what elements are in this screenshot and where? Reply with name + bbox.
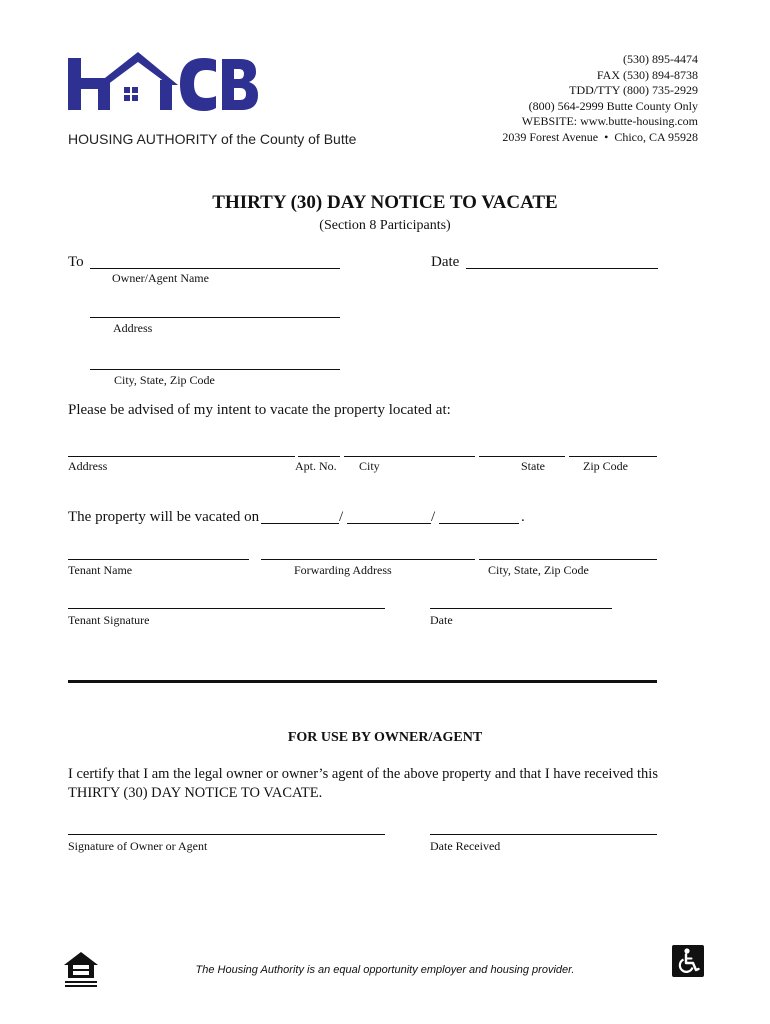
forwarding-address-label: Forwarding Address xyxy=(294,563,392,577)
hacb-logo-graphic xyxy=(66,50,258,114)
vacate-day-field[interactable] xyxy=(347,523,431,524)
owner-address-field[interactable] xyxy=(90,317,340,318)
document-subtitle: (Section 8 Participants) xyxy=(319,218,451,233)
tenant-name-field[interactable] xyxy=(68,559,249,560)
hacb-logo xyxy=(66,50,258,114)
tenant-date-label: Date xyxy=(430,613,453,627)
certify-text: I certify that I am the legal owner or owner’s agent of the above property and that I have received this THIRTY (30) DAY NOTICE TO VACATE. xyxy=(68,766,658,801)
vacate-month-field[interactable] xyxy=(261,523,339,524)
vacated-period: . xyxy=(521,509,525,525)
vacated-text: The property will be vacated on xyxy=(68,509,260,525)
county-number: (800) 564-2999 Butte County Only xyxy=(528,98,698,113)
owner-section-heading: FOR USE BY OWNER/AGENT xyxy=(287,730,483,745)
date-label: Date xyxy=(431,254,460,270)
tenant-name-label: Tenant Name xyxy=(68,563,133,577)
equal-opportunity-statement: The Housing Authority is an equal opportunity employer and housing provider. xyxy=(195,964,575,976)
property-apt-label: Apt. No. xyxy=(295,459,337,473)
tdd-number: TDD/TTY (800) 735-2929 xyxy=(569,83,698,97)
org-name: HOUSING AUTHORITY of the County of Butte xyxy=(68,131,357,147)
tenant-date-field[interactable] xyxy=(430,608,612,609)
city-address: Chico, CA 95928 xyxy=(614,129,698,144)
property-city-label: City xyxy=(359,459,380,473)
tenant-signature-field[interactable] xyxy=(68,608,385,609)
property-zip-label: Zip Code xyxy=(583,459,628,473)
intent-text: Please be advised of my intent to vacate the property located at: xyxy=(68,402,451,418)
section-divider xyxy=(68,680,657,683)
to-field[interactable] xyxy=(90,268,340,269)
to-label: To xyxy=(68,254,84,270)
owner-signature-label: Signature of Owner or Agent xyxy=(68,839,208,853)
property-apt-field[interactable] xyxy=(298,456,340,457)
date-received-label: Date Received xyxy=(430,839,501,853)
owner-agent-label: Owner/Agent Name xyxy=(112,271,209,285)
document-title: THIRTY (30) DAY NOTICE TO VACATE xyxy=(212,192,558,213)
property-state-label: State xyxy=(521,459,545,473)
property-state-field[interactable] xyxy=(479,456,565,457)
phone-number: (530) 895-4474 xyxy=(623,52,698,66)
fax-number: FAX (530) 894-8738 xyxy=(596,67,698,82)
date-separator-1: / xyxy=(339,509,344,525)
contact-block xyxy=(502,52,698,145)
property-zip-field[interactable] xyxy=(569,456,657,457)
office-address xyxy=(502,130,698,146)
street-address: 2039 Forest Avenue xyxy=(502,129,599,144)
property-address-label: Address xyxy=(68,459,108,473)
wheelchair-accessibility-icon xyxy=(672,945,704,977)
tenant-signature-label: Tenant Signature xyxy=(68,613,150,627)
date-received-field[interactable] xyxy=(430,834,657,835)
owner-signature-field[interactable] xyxy=(68,834,385,835)
vacate-year-field[interactable] xyxy=(439,523,519,524)
date-field[interactable] xyxy=(466,268,658,269)
website: WEBSITE: www.butte-housing.com xyxy=(521,114,698,128)
property-address-field[interactable] xyxy=(68,456,295,457)
forwarding-address-field[interactable] xyxy=(261,559,475,560)
bullet-separator: • xyxy=(604,129,609,144)
property-city-field[interactable] xyxy=(344,456,475,457)
owner-city-label: City, State, Zip Code xyxy=(114,373,215,387)
forwarding-city-label: City, State, Zip Code xyxy=(488,563,589,577)
owner-city-field[interactable] xyxy=(90,369,340,370)
forwarding-city-field[interactable] xyxy=(479,559,657,560)
owner-address-label: Address xyxy=(113,321,153,335)
date-separator-2: / xyxy=(431,509,436,525)
